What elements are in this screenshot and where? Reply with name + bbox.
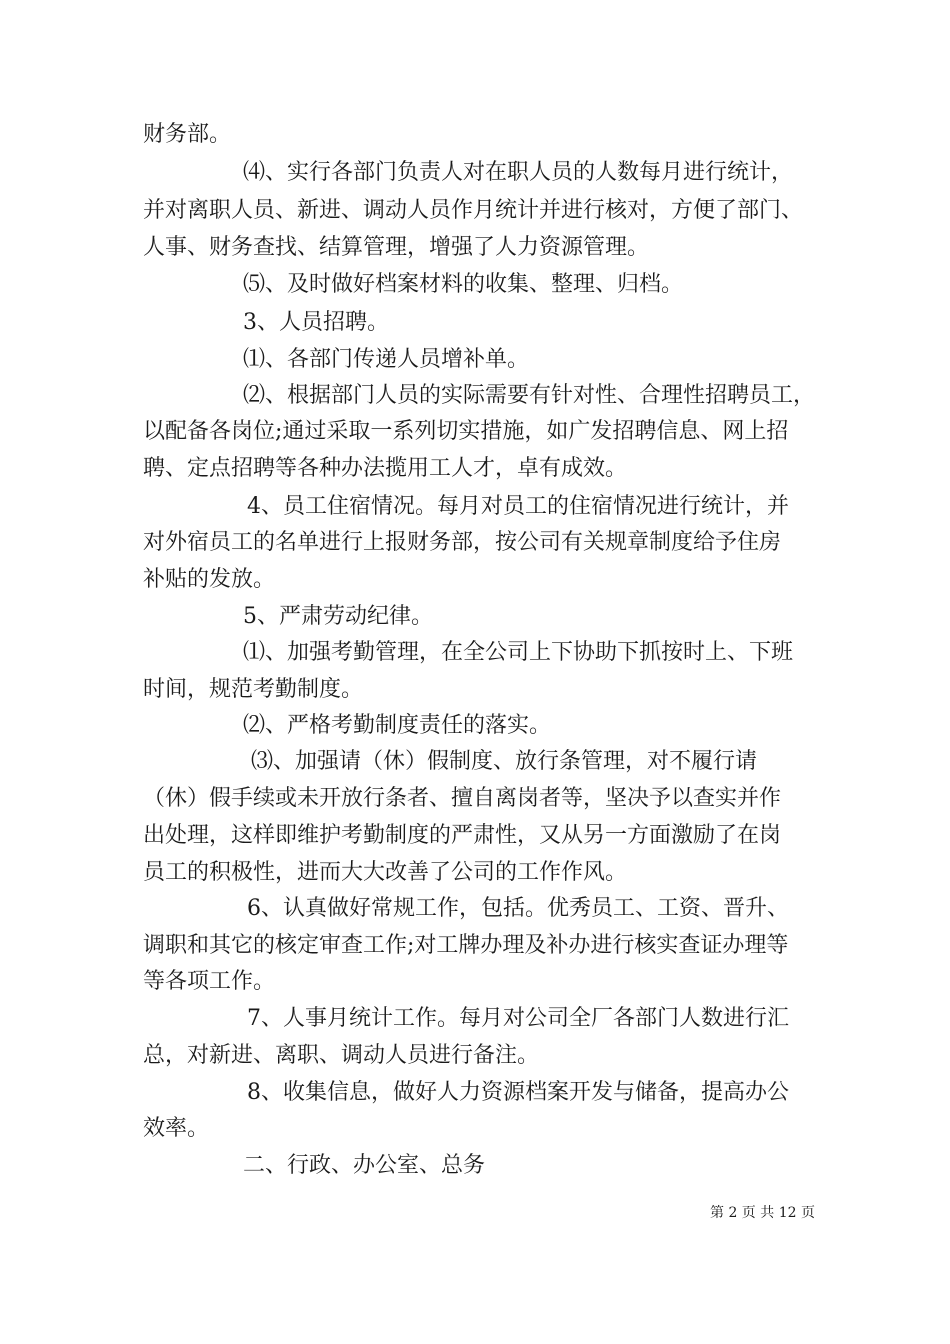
section-heading: 7、人事月统计工作。每月对公司全厂各部门人数进行汇 — [247, 1006, 789, 1031]
text-line: ⑵、严格考勤制度责任的落实。 — [243, 713, 552, 738]
text-line: （休）假手续或未开放行条者、擅自离岗者等，坚决予以查实并作 — [143, 786, 782, 811]
section-heading: 3、人员招聘。 — [243, 310, 389, 335]
text-line: 聘、定点招聘等各种办法揽用工人才，卓有成效。 — [143, 456, 628, 481]
text-line: 并对离职人员、新进、调动人员作月统计并进行核对，方便了部门、 — [143, 198, 804, 223]
section-heading: 5、严肃劳动纪律。 — [243, 604, 433, 629]
section-heading: 4、员工住宿情况。每月对员工的住宿情况进行统计，并 — [247, 494, 789, 519]
text-line: ⑴、各部门传递人员增补单。 — [243, 347, 530, 372]
text-line: 以配备各岗位;通过采取一系列切实措施，如广发招聘信息、网上招 — [143, 419, 789, 444]
text-line: ⑴、加强考勤管理，在全公司上下协助下抓按时上、下班 — [243, 640, 794, 665]
text-line: ⑸、及时做好档案材料的收集、整理、归档。 — [243, 272, 684, 297]
text-line: 补贴的发放。 — [143, 567, 276, 592]
text-line: 财务部。 — [143, 122, 232, 147]
text-line: ⑷、实行各部门负责人对在职人员的人数每月进行统计， — [243, 160, 794, 185]
page-number-footer: 第 2 页 共 12 页 — [710, 1205, 815, 1221]
text-line: 等各项工作。 — [143, 969, 276, 994]
section-heading: 6、认真做好常规工作，包括。优秀员工、工资、晋升、 — [247, 896, 789, 921]
text-line: 员工的积极性，进而大大改善了公司的工作作风。 — [143, 860, 628, 885]
text-line: 总，对新进、离职、调动人员进行备注。 — [143, 1043, 540, 1068]
text-line: 对外宿员工的名单进行上报财务部，按公司有关规章制度给予住房 — [143, 530, 782, 555]
text-line: 调职和其它的核定审查工作;对工牌办理及补办进行核实查证办理等 — [143, 933, 789, 958]
text-line: 人事、财务查找、结算管理，增强了人力资源管理。 — [143, 235, 650, 260]
text-line: 效率。 — [143, 1116, 210, 1141]
text-line: 时间，规范考勤制度。 — [143, 677, 364, 702]
chapter-heading: 二、行政、办公室、总务 — [243, 1153, 486, 1178]
section-heading: 8、收集信息，做好人力资源档案开发与储备，提高办公 — [247, 1080, 789, 1105]
text-line: ⑶、加强请（休）假制度、放行条管理，对不履行请 — [251, 749, 758, 774]
text-line: 出处理，这样即维护考勤制度的严肃性，又从另一方面激励了在岗 — [143, 823, 782, 848]
text-line: ⑵、根据部门人员的实际需要有针对性、合理性招聘员工， — [243, 383, 816, 408]
